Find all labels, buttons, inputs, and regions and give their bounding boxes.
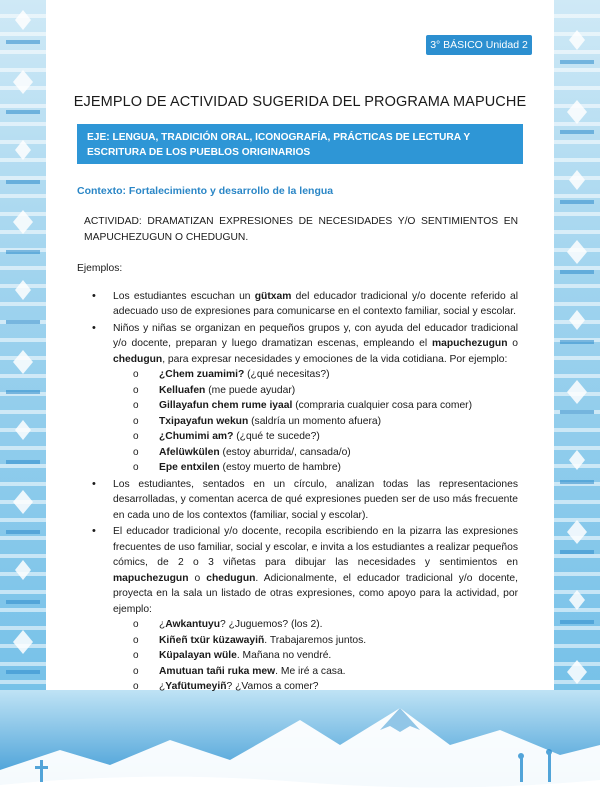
sub-item: o Epe entxilen (estoy muerto de hambre) — [113, 460, 518, 476]
sub-item: o Amutuan tañi ruka mew. Me iré a casa. — [113, 664, 518, 680]
list-item: • Niños y niñas se organizan en pequeños grupos y, con ayuda del educador tradicional y/o docente, preparan y luego dramatizan escenas, empleando el mapuchezugun o chedugun, para expresar necesidades y emociones de la vida cotidiana. Por ejemplo: o ¿Chem zuamimi? (¿qué necesitas?) o Kelluafen (me puede ayudar) o Gillayafun chem rume iyaal (compraria cualquier cosa para comer) o Txipayafun wekun (saldría un momento afuera) o ¿Chumimi am? (¿qué te sucede?) o Afelüwkülen (estoy aburrida/, cansada/o) o Epe entxilen (estoy muerto de hambre) — [84, 321, 518, 476]
sub-item: o ¿Awkantuyu? ¿Juguemos? (los 2). — [113, 617, 518, 633]
activity-title: ACTIVIDAD: DRAMATIZAN EXPRESIONES DE NECESIDADES Y/O SENTIMIENTOS EN MAPUCHEZUGUN O CHEDUGUN. — [84, 216, 518, 243]
sub-item: o Afelüwkülen (estoy aburrida/, cansada/o) — [113, 445, 518, 461]
sub-item: o Küpalayan wüle. Mañana no vendré. — [113, 648, 518, 664]
sub-item: o Txipayafun wekun (saldría un momento afuera) — [113, 414, 518, 430]
sub-item: o Gillayafun chem rume iyaal (compraria cualquier cosa para comer) — [113, 398, 518, 414]
unit-tab: 3° BÁSICO Unidad 2 — [426, 35, 532, 55]
list-item: • Los estudiantes, sentados en un círculo, analizan todas las representaciones desarrolladas, y comentan acerca de qué expresiones pueden ser de uso más frecuente en cada uno de los contextos (familiar, social y escolar). — [84, 477, 518, 524]
sub-item: o ¿Yafütumeyiñ? ¿Vamos a comer? — [113, 679, 518, 695]
expression-sublist — [113, 367, 518, 476]
eje-banner: EJE: LENGUA, TRADICIÓN ORAL, ICONOGRAFÍA, PRÁCTICAS DE LECTURA Y ESCRITURA DE LOS PUEBLOS ORIGINARIOS — [77, 124, 523, 164]
sub-item: o ¿Chumimi am? (¿qué te sucede?) — [113, 429, 518, 445]
expression-sublist — [113, 617, 518, 695]
examples-label: Ejemplos: — [77, 263, 123, 274]
document-body — [77, 214, 518, 696]
list-item: • El educador tradicional y/o docente, recopila escribiendo en la pizarra las expresiones frecuentes de uso familiar, social y escolar, e invita a los estudiantes a realizar pequeños cómics, de 2 o 3 viñetas para dibujar las necesidades y sentimientos en mapuchezugun o chedugun. Adicionalmente, el educador tradicional y/o docente, proyecta en la sala un listado de otras expresiones, como apoyo para la actividad, por ejemplo: o ¿Awkantuyu? ¿Juguemos? (los 2). o Kiñeñ txür küzawayiñ. Trabajaremos juntos. o Küpalayan wüle. Mañana no vendré. o Amutuan tañi ruka mew. Me iré a casa. o ¿Yafütumeyiñ? ¿Vamos a comer? — [84, 524, 518, 695]
context-heading: Contexto: Fortalecimiento y desarrollo de la lengua — [77, 185, 334, 197]
sub-item: o Kelluafen (me puede ayudar) — [113, 383, 518, 399]
page-title: EJEMPLO DE ACTIVIDAD SUGERIDA DEL PROGRAMA MAPUCHE — [73, 94, 527, 110]
list-item: • Los estudiantes escuchan un gütxam del educador tradicional y/o docente referido al adecuado uso de expresiones para comunicarse en el contexto familiar, social y escolar. — [84, 289, 518, 320]
sub-item: o Kiñeñ txür küzawayiñ. Trabajaremos juntos. — [113, 633, 518, 649]
landscape-illustration — [0, 690, 600, 800]
sub-item: o ¿Chem zuamimi? (¿qué necesitas?) — [113, 367, 518, 383]
examples-list — [84, 289, 518, 695]
